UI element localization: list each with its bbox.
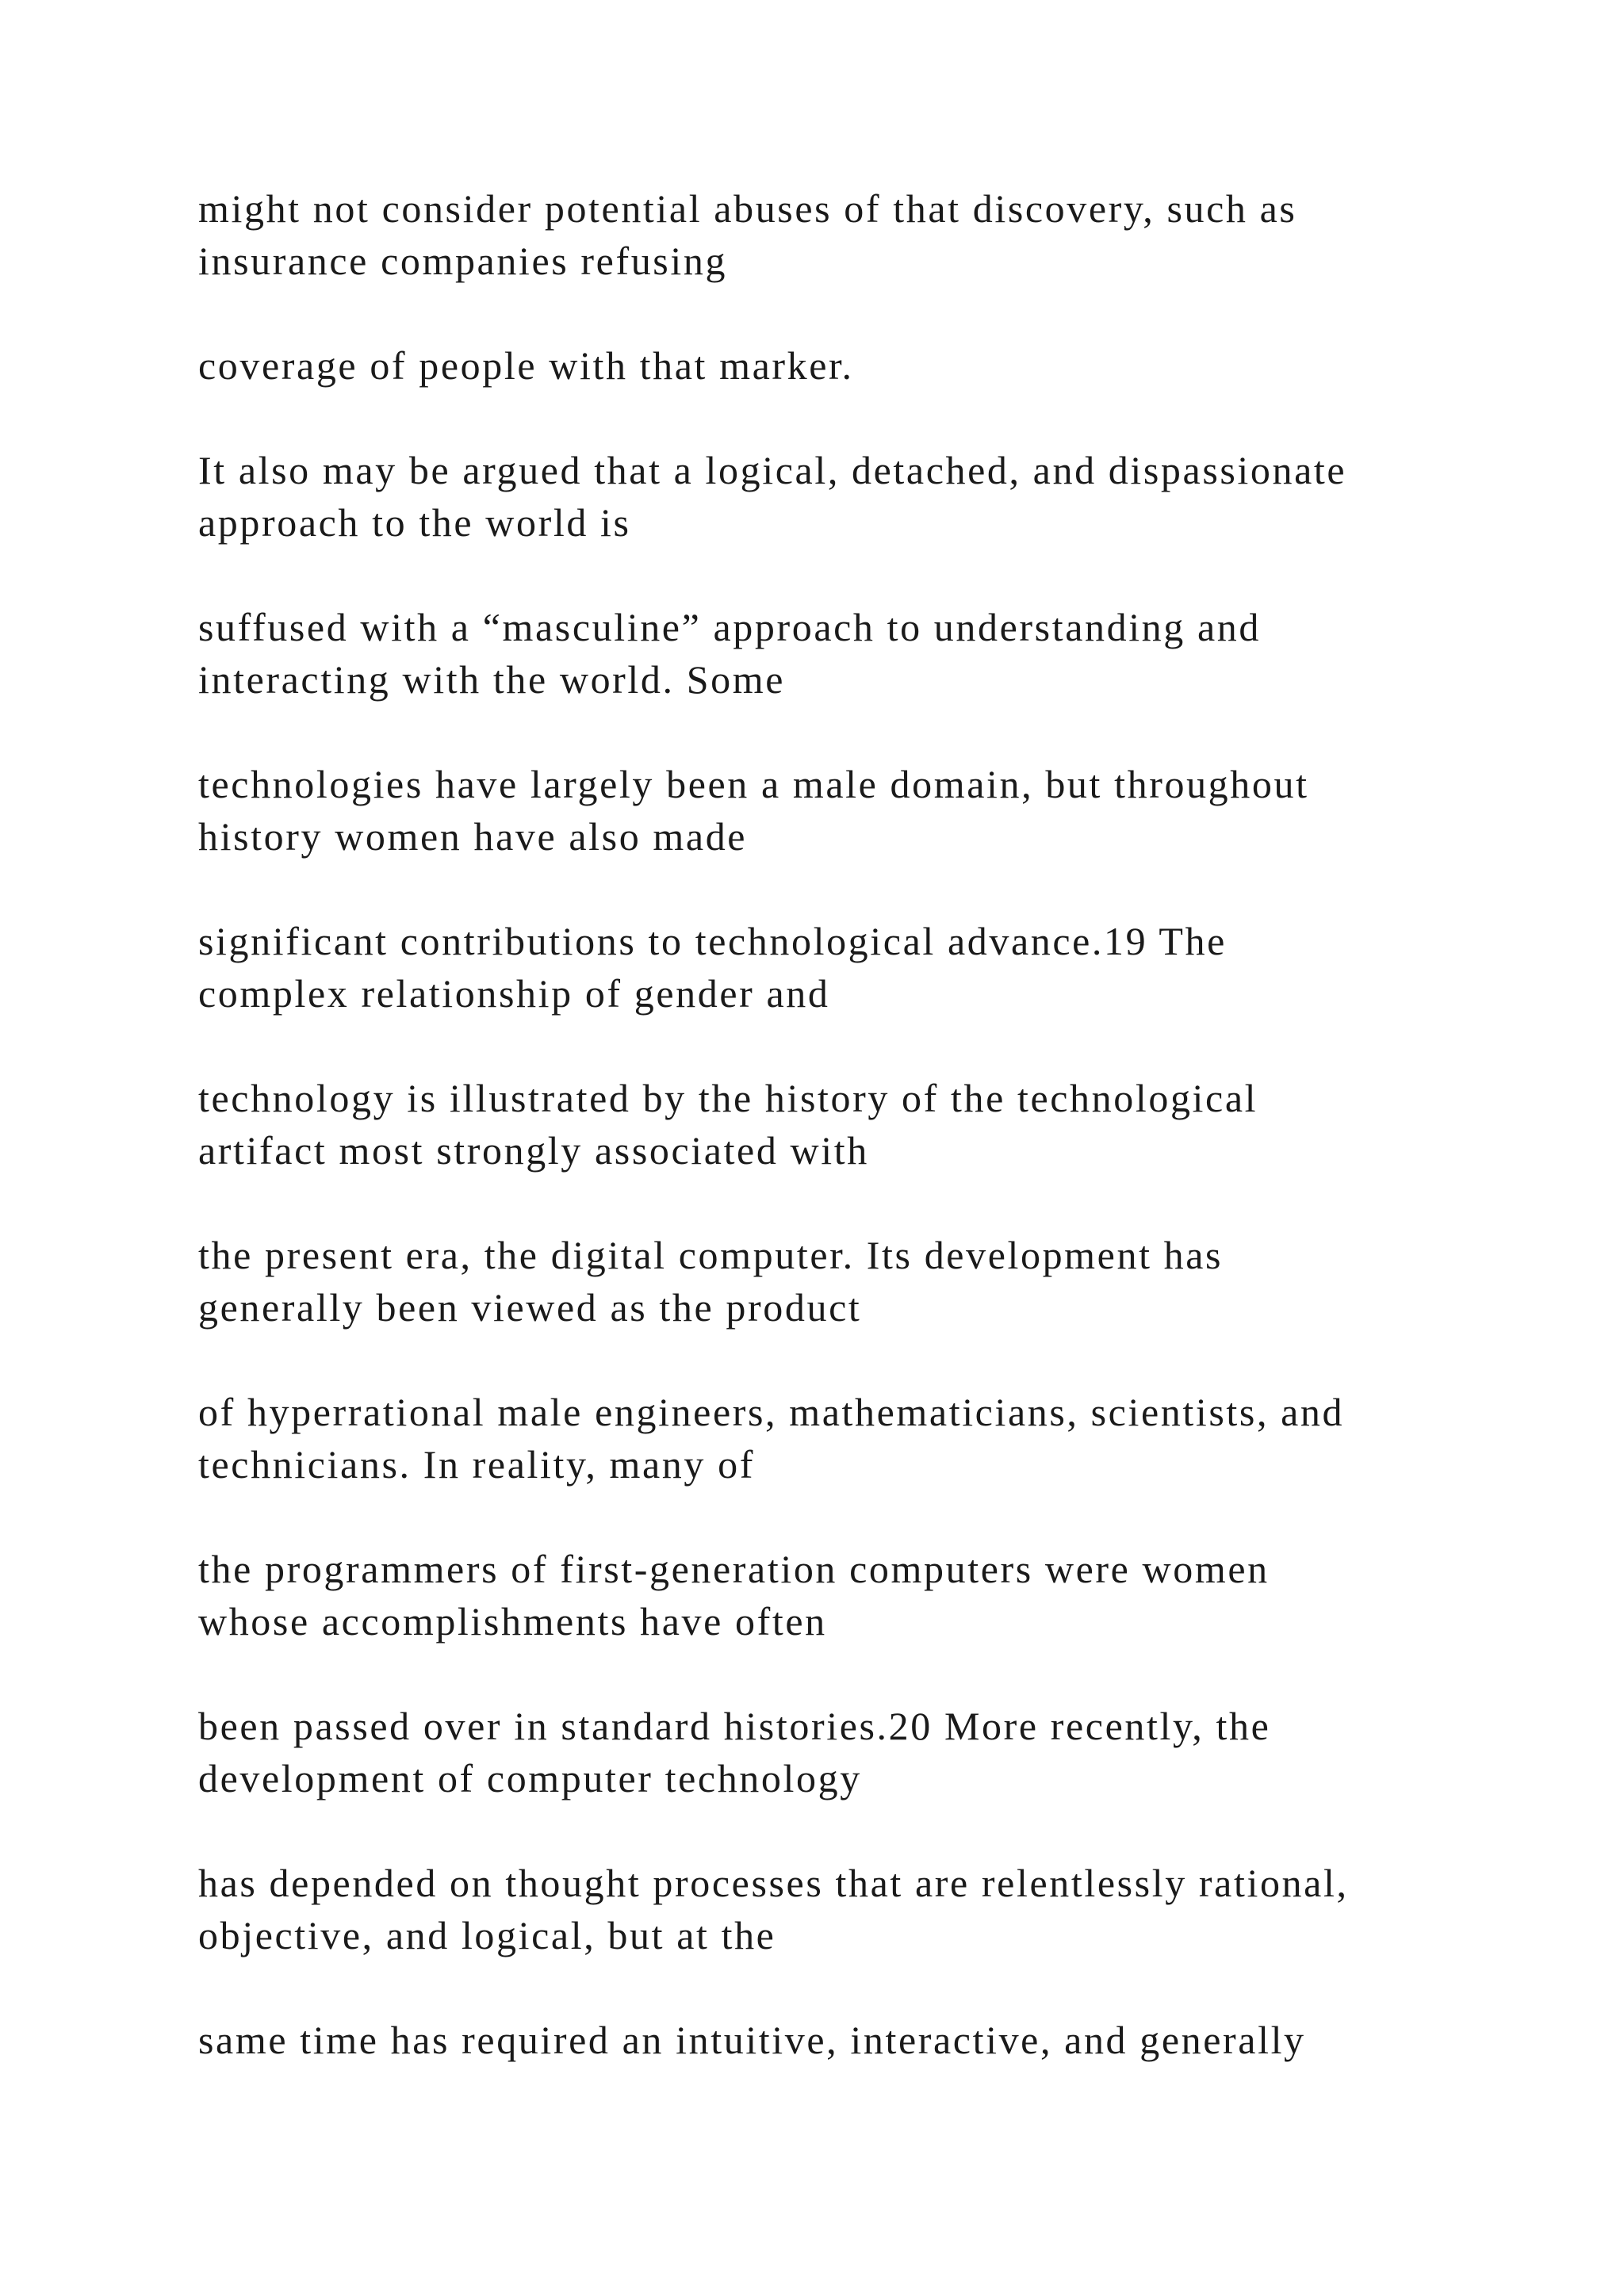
text-line: development of computer technology [198,1756,862,1800]
text-line: artifact most strongly associated with [198,1128,869,1173]
paragraph [198,1072,1483,1177]
text-line: complex relationship of gender and [198,971,830,1016]
text-line: suffused with a “masculine” approach to understanding and [198,605,1261,649]
paragraph [198,915,1483,1020]
paragraph [198,758,1483,863]
text-line: generally been viewed as the product [198,1285,862,1330]
paragraph [198,182,1483,287]
text-line: interacting with the world. Some [198,657,786,702]
paragraph [198,1229,1483,1334]
text-line: might not consider potential abuses of that discovery, such as [198,186,1297,231]
paragraph [198,1386,1483,1490]
text-line: technicians. In reality, many of [198,1442,755,1487]
text-line: significant contributions to technological advance.19 The [198,919,1227,963]
text-line: coverage of people with that marker. [198,343,854,388]
text-line: objective, and logical, but at the [198,1913,776,1957]
text-line: whose accomplishments have often [198,1599,827,1644]
paragraph [198,339,1483,392]
paragraph [198,1857,1483,1961]
paragraph [198,601,1483,706]
text-line: has depended on thought processes that are relentlessly rational, [198,1861,1349,1905]
text-line: same time has required an intuitive, interactive, and generally [198,2018,1306,2062]
paragraph [198,444,1483,549]
text-line: technology is illustrated by the history of the technological [198,1076,1258,1120]
text-line: approach to the world is [198,500,631,545]
document-body [198,182,1483,2118]
text-line: the present era, the digital computer. Its development has [198,1233,1224,1277]
text-line: been passed over in standard histories.20 More recently, the [198,1704,1271,1748]
text-line: technologies have largely been a male domain, but throughout [198,762,1309,806]
paragraph [198,1700,1483,1804]
text-line: the programmers of first-generation computers were women [198,1547,1270,1591]
text-line: insurance companies refusing [198,239,728,283]
text-line: It also may be argued that a logical, detached, and dispassionate [198,448,1347,492]
text-line: of hyperrational male engineers, mathematicians, scientists, and [198,1390,1345,1434]
text-line: history women have also made [198,814,748,859]
paragraph [198,1543,1483,1647]
paragraph [198,2014,1483,2066]
